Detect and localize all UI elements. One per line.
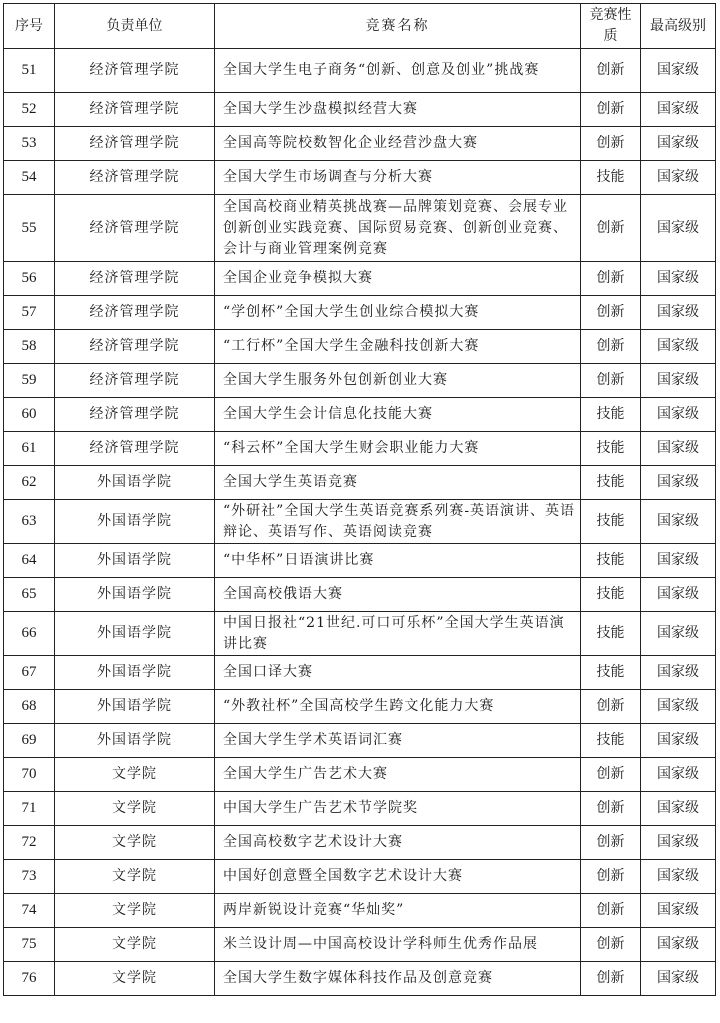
row-unit: 外国语学院: [55, 466, 215, 500]
row-seq: 72: [4, 826, 55, 860]
row-name: “外教社杯”全国高校学生跨文化能力大赛: [215, 690, 581, 724]
header-level: 最高级别: [641, 4, 716, 49]
row-seq: 67: [4, 656, 55, 690]
row-unit: 经济管理学院: [55, 262, 215, 296]
table-row: [4, 127, 716, 161]
row-unit: 经济管理学院: [55, 432, 215, 466]
row-nature: 创新: [581, 262, 641, 296]
table-row: [4, 195, 716, 262]
row-nature: 创新: [581, 127, 641, 161]
row-name: 全国大学生电子商务“创新、创意及创业”挑战赛: [215, 49, 581, 93]
table-row: [4, 398, 716, 432]
row-name: “外研社”全国大学生英语竞赛系列赛-英语演讲、英语辩论、英语写作、英语阅读竞赛: [215, 500, 581, 544]
row-level: 国家级: [641, 466, 716, 500]
row-nature: 创新: [581, 296, 641, 330]
row-name: “中华杯”日语演讲比赛: [215, 544, 581, 578]
table-row: [4, 894, 716, 928]
row-level: 国家级: [641, 296, 716, 330]
table-row: [4, 928, 716, 962]
row-nature: 创新: [581, 894, 641, 928]
table-row: [4, 962, 716, 996]
row-nature: 技能: [581, 724, 641, 758]
row-seq: 69: [4, 724, 55, 758]
table-row: [4, 578, 716, 612]
row-level: 国家级: [641, 612, 716, 656]
row-level: 国家级: [641, 792, 716, 826]
row-name: 全国大学生学术英语词汇赛: [215, 724, 581, 758]
row-unit: 文学院: [55, 962, 215, 996]
table-row: [4, 330, 716, 364]
row-unit: 文学院: [55, 792, 215, 826]
table-row: [4, 49, 716, 93]
row-level: 国家级: [641, 127, 716, 161]
row-name: 全国大学生广告艺术大赛: [215, 758, 581, 792]
row-nature: 创新: [581, 792, 641, 826]
row-seq: 57: [4, 296, 55, 330]
table-row: [4, 432, 716, 466]
row-seq: 75: [4, 928, 55, 962]
row-seq: 70: [4, 758, 55, 792]
row-level: 国家级: [641, 578, 716, 612]
row-seq: 53: [4, 127, 55, 161]
row-nature: 技能: [581, 612, 641, 656]
row-unit: 经济管理学院: [55, 364, 215, 398]
row-seq: 76: [4, 962, 55, 996]
row-level: 国家级: [641, 962, 716, 996]
row-seq: 61: [4, 432, 55, 466]
row-level: 国家级: [641, 364, 716, 398]
row-level: 国家级: [641, 928, 716, 962]
row-seq: 52: [4, 93, 55, 127]
row-name: “科云杯”全国大学生财会职业能力大赛: [215, 432, 581, 466]
row-name: “学创杯”全国大学生创业综合模拟大赛: [215, 296, 581, 330]
row-nature: 技能: [581, 578, 641, 612]
row-name: 两岸新锐设计竞赛“华灿奖”: [215, 894, 581, 928]
table-row: [4, 826, 716, 860]
row-nature: 创新: [581, 690, 641, 724]
row-nature: 创新: [581, 364, 641, 398]
row-name: 全国高校俄语大赛: [215, 578, 581, 612]
row-nature: 创新: [581, 93, 641, 127]
row-nature: 创新: [581, 962, 641, 996]
competition-table: [3, 3, 716, 996]
row-level: 国家级: [641, 758, 716, 792]
row-unit: 外国语学院: [55, 612, 215, 656]
row-level: 国家级: [641, 860, 716, 894]
table-row: [4, 364, 716, 398]
row-unit: 经济管理学院: [55, 161, 215, 195]
row-unit: 文学院: [55, 758, 215, 792]
row-unit: 经济管理学院: [55, 195, 215, 262]
row-nature: 创新: [581, 330, 641, 364]
row-unit: 经济管理学院: [55, 330, 215, 364]
row-unit: 外国语学院: [55, 500, 215, 544]
table-row: [4, 161, 716, 195]
table-row: [4, 262, 716, 296]
row-unit: 外国语学院: [55, 578, 215, 612]
row-name: 全国高校商业精英挑战赛—品牌策划竞赛、会展专业创新创业实践竞赛、国际贸易竞赛、创新创业竞赛、会计与商业管理案例竞赛: [215, 195, 581, 262]
row-seq: 63: [4, 500, 55, 544]
row-level: 国家级: [641, 398, 716, 432]
table-row: [4, 612, 716, 656]
table-row: [4, 466, 716, 500]
row-seq: 55: [4, 195, 55, 262]
row-nature: 技能: [581, 656, 641, 690]
table-row: [4, 724, 716, 758]
table-row: [4, 93, 716, 127]
row-nature: 创新: [581, 758, 641, 792]
row-seq: 74: [4, 894, 55, 928]
row-unit: 文学院: [55, 894, 215, 928]
row-name: 中国好创意暨全国数字艺术设计大赛: [215, 860, 581, 894]
row-seq: 56: [4, 262, 55, 296]
row-level: 国家级: [641, 656, 716, 690]
table-row: [4, 656, 716, 690]
row-level: 国家级: [641, 690, 716, 724]
row-unit: 文学院: [55, 860, 215, 894]
row-level: 国家级: [641, 826, 716, 860]
row-name: 全国大学生市场调查与分析大赛: [215, 161, 581, 195]
row-unit: 外国语学院: [55, 544, 215, 578]
table-row: [4, 544, 716, 578]
header-seq: 序号: [4, 4, 55, 49]
table-row: [4, 296, 716, 330]
row-unit: 经济管理学院: [55, 49, 215, 93]
header-name: 竞赛名称: [215, 4, 581, 49]
row-level: 国家级: [641, 894, 716, 928]
row-unit: 文学院: [55, 928, 215, 962]
row-seq: 62: [4, 466, 55, 500]
row-level: 国家级: [641, 262, 716, 296]
table-row: [4, 860, 716, 894]
row-unit: 经济管理学院: [55, 398, 215, 432]
row-seq: 68: [4, 690, 55, 724]
row-nature: 技能: [581, 500, 641, 544]
header-unit: 负责单位: [55, 4, 215, 49]
row-nature: 创新: [581, 195, 641, 262]
row-nature: 技能: [581, 398, 641, 432]
row-seq: 64: [4, 544, 55, 578]
header-nature: 竞赛性质: [581, 4, 641, 49]
row-level: 国家级: [641, 432, 716, 466]
row-nature: 创新: [581, 928, 641, 962]
row-nature: 技能: [581, 432, 641, 466]
row-unit: 经济管理学院: [55, 296, 215, 330]
row-nature: 技能: [581, 161, 641, 195]
row-seq: 66: [4, 612, 55, 656]
row-level: 国家级: [641, 93, 716, 127]
table-row: [4, 758, 716, 792]
row-name: 米兰设计周—中国高校设计学科师生优秀作品展: [215, 928, 581, 962]
row-unit: 外国语学院: [55, 690, 215, 724]
row-seq: 54: [4, 161, 55, 195]
row-nature: 创新: [581, 49, 641, 93]
row-seq: 73: [4, 860, 55, 894]
row-seq: 51: [4, 49, 55, 93]
row-level: 国家级: [641, 330, 716, 364]
row-level: 国家级: [641, 49, 716, 93]
row-nature: 技能: [581, 466, 641, 500]
row-unit: 经济管理学院: [55, 127, 215, 161]
row-unit: 外国语学院: [55, 724, 215, 758]
table-row: [4, 792, 716, 826]
row-nature: 技能: [581, 544, 641, 578]
row-name: 中国大学生广告艺术节学院奖: [215, 792, 581, 826]
row-seq: 60: [4, 398, 55, 432]
row-name: 全国大学生沙盘模拟经营大赛: [215, 93, 581, 127]
row-name: 全国大学生英语竞赛: [215, 466, 581, 500]
row-name: 全国大学生会计信息化技能大赛: [215, 398, 581, 432]
row-level: 国家级: [641, 195, 716, 262]
row-nature: 创新: [581, 826, 641, 860]
row-name: 中国日报社“21世纪.可口可乐杯”全国大学生英语演讲比赛: [215, 612, 581, 656]
row-name: 全国高等院校数智化企业经营沙盘大赛: [215, 127, 581, 161]
row-level: 国家级: [641, 161, 716, 195]
row-seq: 65: [4, 578, 55, 612]
row-name: 全国高校数字艺术设计大赛: [215, 826, 581, 860]
row-seq: 58: [4, 330, 55, 364]
row-name: 全国大学生数字媒体科技作品及创意竞赛: [215, 962, 581, 996]
row-seq: 59: [4, 364, 55, 398]
row-level: 国家级: [641, 500, 716, 544]
table-row: [4, 690, 716, 724]
row-unit: 外国语学院: [55, 656, 215, 690]
row-level: 国家级: [641, 544, 716, 578]
table-row: [4, 500, 716, 544]
row-unit: 文学院: [55, 826, 215, 860]
row-seq: 71: [4, 792, 55, 826]
table-header-row: [4, 4, 716, 49]
row-name: 全国大学生服务外包创新创业大赛: [215, 364, 581, 398]
row-unit: 经济管理学院: [55, 93, 215, 127]
row-name: “工行杯”全国大学生金融科技创新大赛: [215, 330, 581, 364]
row-nature: 创新: [581, 860, 641, 894]
row-name: 全国企业竞争模拟大赛: [215, 262, 581, 296]
row-level: 国家级: [641, 724, 716, 758]
row-name: 全国口译大赛: [215, 656, 581, 690]
